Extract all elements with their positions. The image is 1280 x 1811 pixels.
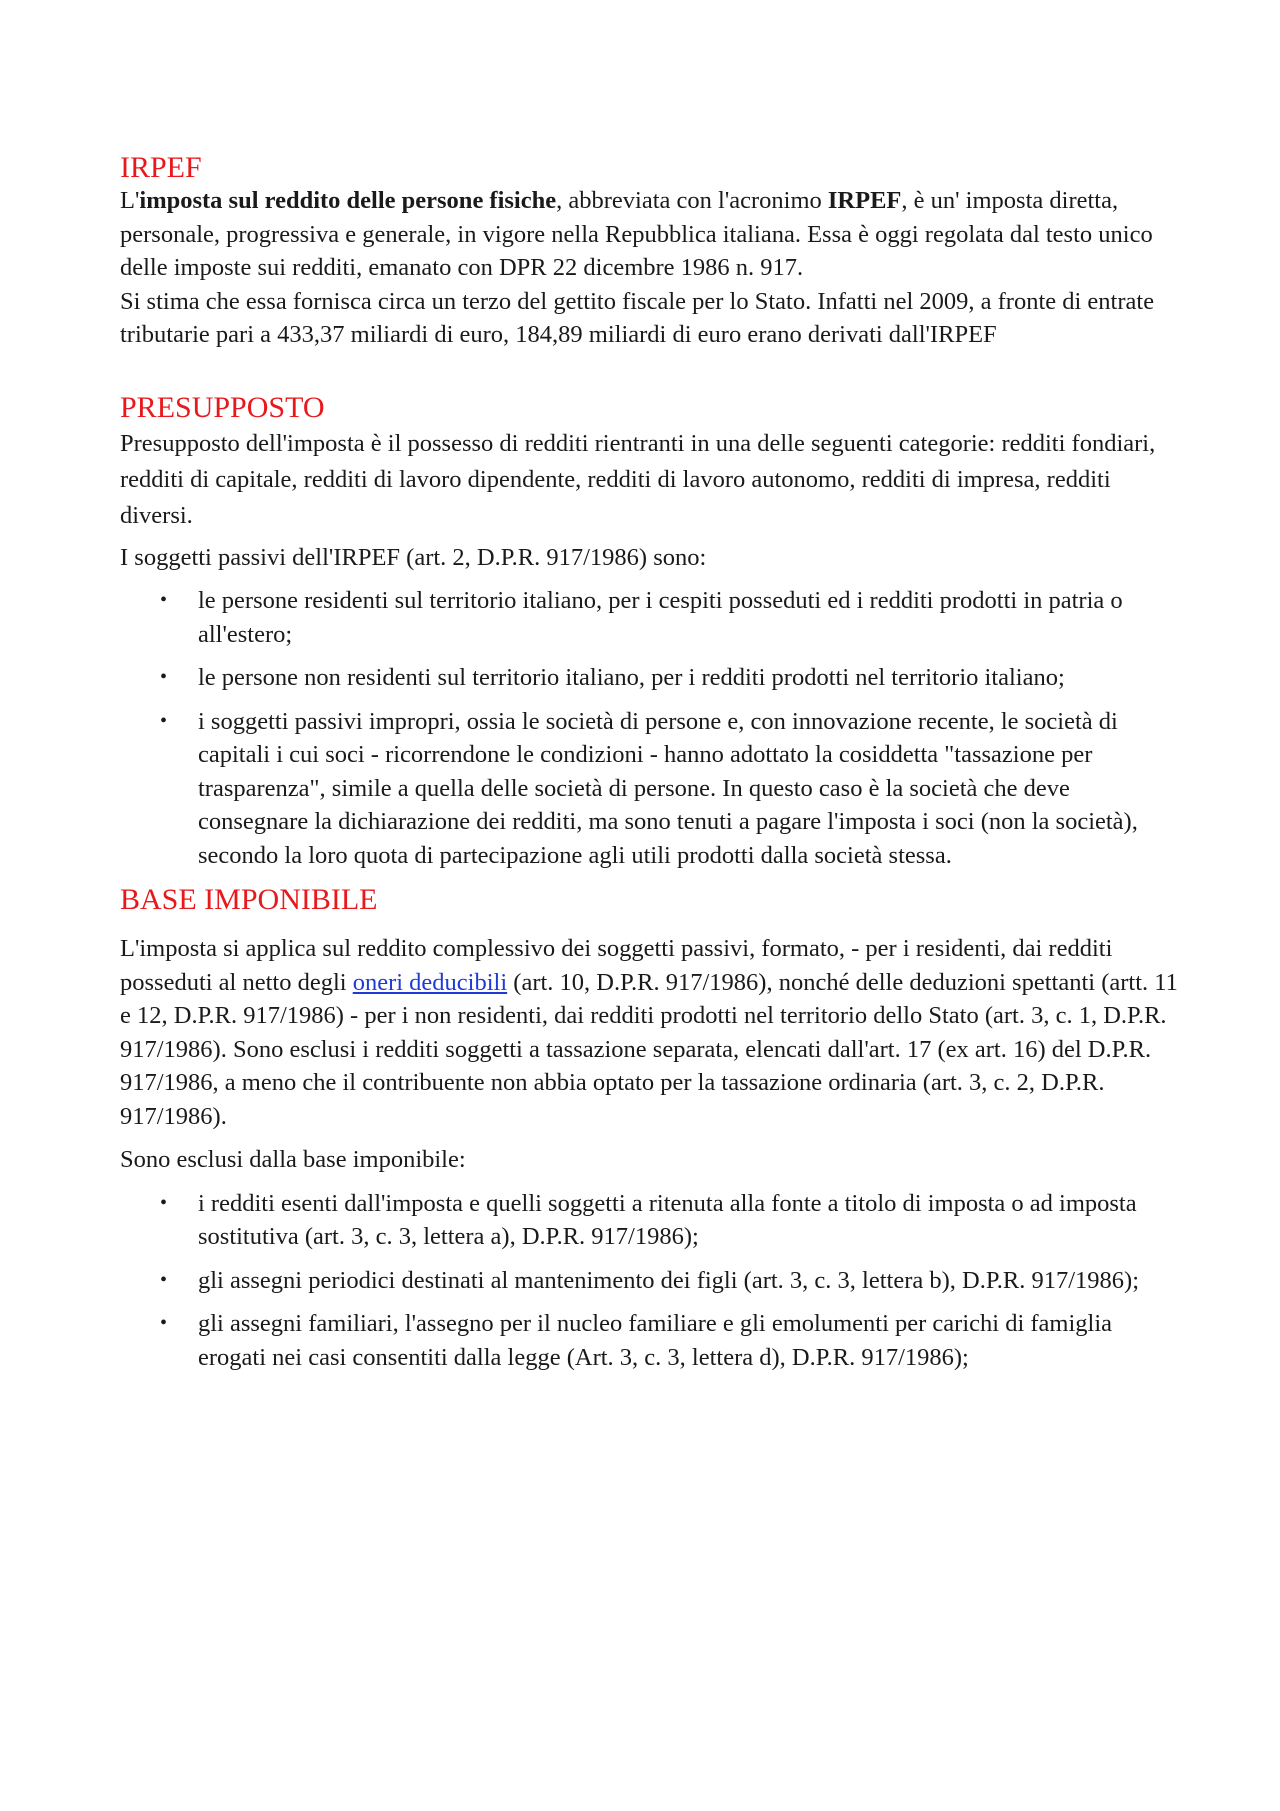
bullet-icon: • <box>160 709 168 732</box>
base-paragraph-1: L'imposta si applica sul reddito complessivo dei soggetti passivi, formato, - per i residenti, dai redditi posseduti al netto degli oneri deducibili (art. 10, D.P.R. 917/1986), nonché delle deduzioni spettanti (artt. 11 e 12, D.P.R. 917/1986) - per i non residenti, dai redditi prodotti nel territorio dello Stato (art. 3, c. 1, D.P.R. 917/1986). Sono esclusi i redditi soggetti a tassazione separata, elencati dall'art. 17 (ex art. 16) del D.P.R. 917/1986, a meno che il contribuente non abbia optato per la tassazione ordinaria (art. 3, c. 2, D.P.R. 917/1986). <box>120 935 1178 1130</box>
bullet-icon: • <box>160 589 168 611</box>
document-page <box>120 150 1180 1374</box>
heading-irpef: IRPEF <box>120 151 202 184</box>
list-item: • i soggetti passivi impropri, ossia le società di persone e, con innovazione recente, le società di capitali i cui soci - ricorrendone le condizioni - hanno adottato la cosiddetta "tassazione per trasparenza", simile a quella delle società di persone. In questo caso è la società che deve consegnare la dichiarazione dei redditi, ma sono tenuti a pagare l'imposta i soci (non la società), secondo la loro quota di partecipazione agli utili prodotti dalla società stessa. <box>120 705 1180 873</box>
bullet-icon: • <box>160 1191 168 1214</box>
bullet-icon: • <box>160 1312 168 1334</box>
list-item: • le persone non residenti sul territorio italiano, per i redditi prodotti nel territorio italiano; <box>120 661 1180 695</box>
soggetti-list <box>120 584 1180 872</box>
irpef-paragraph-1: L'imposta sul reddito delle persone fisiche, abbreviata con l'acronimo IRPEF, è un' imposta diretta, personale, progressiva e generale, in vigore nella Repubblica italiana. Essa è oggi regolata dal testo unico delle imposte sui redditi, emanato con DPR 22 dicembre 1986 n. 917. <box>120 187 1153 281</box>
base-paragraph-2: Sono esclusi dalla base imponibile: <box>120 1146 466 1173</box>
oneri-deducibili-link[interactable]: oneri deducibili <box>352 968 508 996</box>
bullet-icon: • <box>160 666 168 688</box>
irpef-paragraph-2: Si stima che essa fornisca circa un terzo del gettito fiscale per lo Stato. Infatti nel 2009, a fronte di entrate tributarie pari a 433,37 miliardi di euro, 184,89 miliardi di euro erano derivati dall'IRPEF <box>120 287 1155 348</box>
list-item: • gli assegni periodici destinati al mantenimento dei figli (art. 3, c. 3, lettera b), D.P.R. 917/1986); <box>120 1264 1180 1298</box>
heading-presupposto: PRESUPPOSTO <box>120 390 325 424</box>
bullet-icon: • <box>160 1268 168 1291</box>
heading-base-imponibile: BASE IMPONIBILE <box>120 883 378 916</box>
list-item: • gli assegni familiari, l'assegno per il nucleo familiare e gli emolumenti per carichi di famiglia erogati nei casi consentiti dalla legge (Art. 3, c. 3, lettera d), D.P.R. 917/1986); <box>120 1307 1180 1374</box>
esclusi-list <box>120 1187 1180 1375</box>
acronym-bold: IRPEF <box>827 187 902 214</box>
term-bold: imposta sul reddito delle persone fisiche <box>139 187 557 214</box>
list-item: • le persone residenti sul territorio italiano, per i cespiti posseduti ed i redditi prodotti in patria o all'estero; <box>120 584 1180 651</box>
list-item: • i redditi esenti dall'imposta e quelli soggetti a ritenuta alla fonte a titolo di imposta o ad imposta sostitutiva (art. 3, c. 3, lettera a), D.P.R. 917/1986); <box>120 1187 1180 1254</box>
presupposto-paragraph-1: Presupposto dell'imposta è il possesso di redditi rientranti in una delle seguenti categorie: redditi fondiari, redditi di capitale, redditi di lavoro dipendente, redditi di lavoro autonomo, redditi di impresa, redditi diversi. <box>120 429 1156 529</box>
presupposto-paragraph-2: I soggetti passivi dell'IRPEF (art. 2, D.P.R. 917/1986) sono: <box>120 543 707 571</box>
